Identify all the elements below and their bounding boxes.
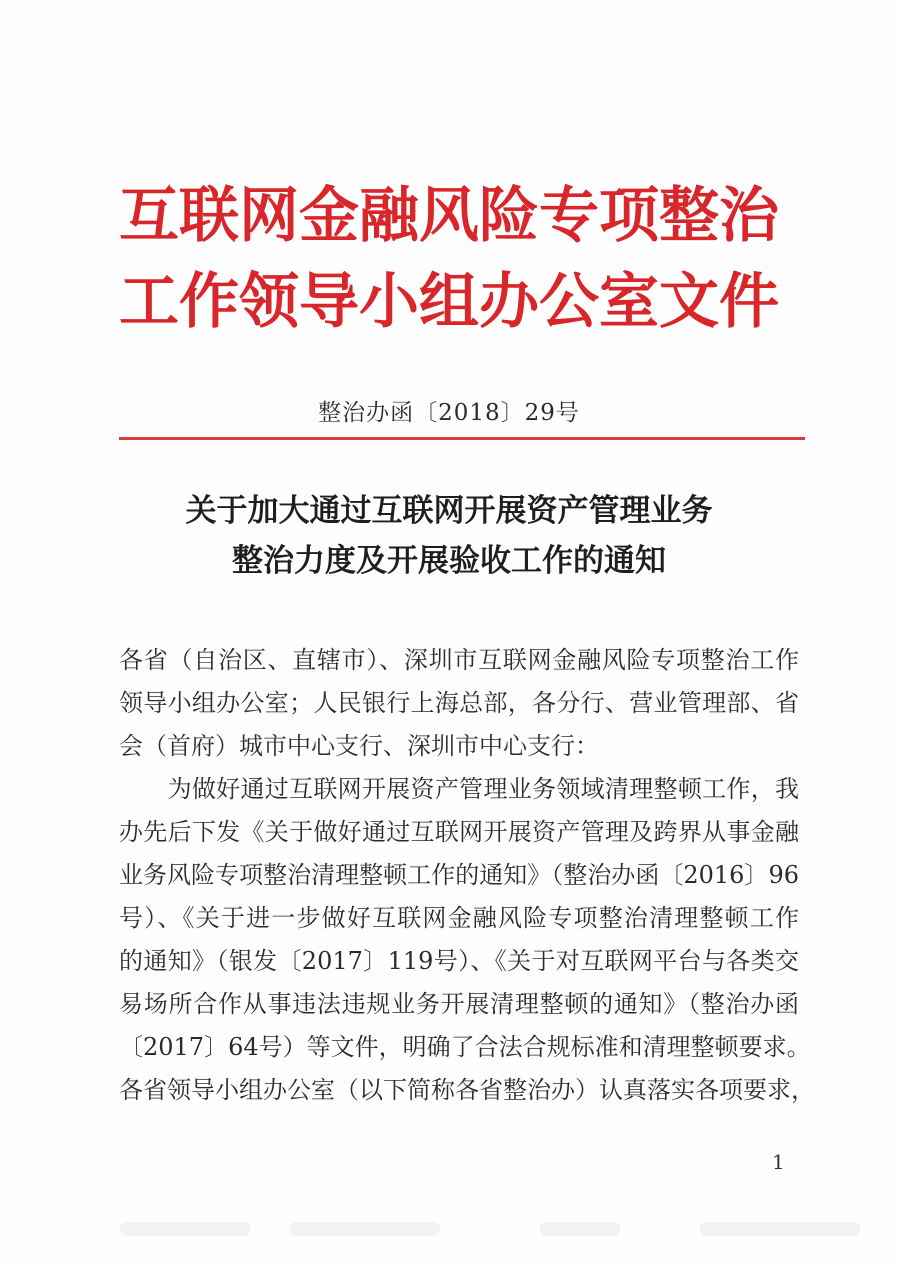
body-text-line: 号）、《关于进一步做好互联网金融风险专项整治清理整顿工作 [119, 904, 799, 932]
notice-title-line2: 整治力度及开展验收工作的通知 [232, 543, 666, 579]
body-text-line: 各省领导小组办公室（以下简称各省整治办）认真落实各项要求， [119, 1076, 815, 1104]
red-divider-line [119, 437, 805, 440]
body-text-line: 为做好通过互联网开展资产管理业务领域清理整顿工作，我 [119, 775, 799, 803]
page-number: 1 [772, 1150, 785, 1174]
scan-artifact [700, 1222, 860, 1236]
body-text-line: 业务风险专项整治清理整顿工作的通知》（整治办函〔2016〕96 [119, 861, 799, 889]
document-number: 整治办函〔2018〕29号 [318, 400, 580, 426]
body-text-line: 〔2017〕64号）等文件，明确了合法合规标准和清理整顿要求。 [119, 1033, 811, 1061]
body-text-line: 领导小组办公室；人民银行上海总部，各分行、营业管理部、省 [119, 689, 799, 717]
body-text-line: 的通知》（银发〔2017〕119号）、《关于对互联网平台与各类交 [119, 947, 799, 975]
scan-artifact [540, 1222, 620, 1236]
document-header-title-line1: 互联网金融风险专项整治 [119, 181, 779, 251]
body-text-line: 各省（自治区、直辖市）、深圳市互联网金融风险专项整治工作 [119, 646, 799, 674]
scan-artifact [290, 1222, 440, 1236]
scan-artifact [120, 1222, 250, 1236]
body-text-line: 会（首府）城市中心支行、深圳市中心支行： [119, 732, 599, 760]
notice-title-line1: 关于加大通过互联网开展资产管理业务 [185, 493, 713, 529]
body-text-line: 易场所合作从事违法违规业务开展清理整顿的通知》（整治办函 [119, 990, 799, 1018]
body-text-line: 办先后下发《关于做好通过互联网开展资产管理及跨界从事金融 [119, 818, 799, 846]
document-header-title-line2: 工作领导小组办公室文件 [119, 267, 779, 337]
